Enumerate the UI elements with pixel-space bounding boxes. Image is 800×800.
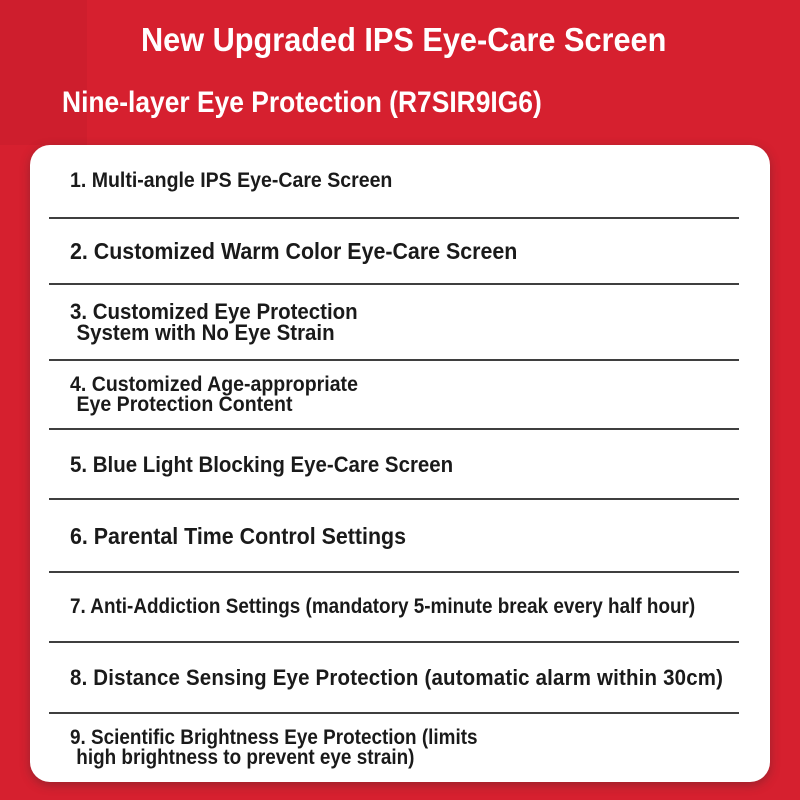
feature-text: 8. Distance Sensing Eye Protection (automatic alarm within 30cm) <box>70 665 724 690</box>
feature-text: 3. Customized Eye Protection <box>70 299 358 324</box>
page-title: New Upgraded IPS Eye-Care Screen <box>141 21 667 58</box>
feature-text: 5. Blue Light Blocking Eye-Care Screen <box>70 451 454 477</box>
feature-item-2 <box>30 219 770 283</box>
feature-item-4 <box>30 361 770 428</box>
feature-text: 2. Customized Warm Color Eye-Care Screen <box>70 238 518 264</box>
feature-text: 1. Multi-angle IPS Eye-Care Screen <box>70 169 393 192</box>
feature-text: 4. Customized Age-appropriate <box>70 372 358 396</box>
background-shade <box>0 0 87 145</box>
page-subtitle: Nine-layer Eye Protection (R7SIR9IG6) <box>62 86 542 119</box>
feature-item-9 <box>30 714 770 782</box>
feature-item-6 <box>30 500 770 571</box>
feature-text-continued: Eye Protection Content <box>76 392 293 416</box>
feature-card <box>30 145 770 782</box>
feature-text-continued: high brightness to prevent eye strain) <box>76 746 415 769</box>
feature-item-8 <box>30 643 770 712</box>
feature-text: 9. Scientific Brightness Eye Protection (limits <box>70 726 478 749</box>
feature-text: 7. Anti-Addiction Settings (mandatory 5-minute break every half hour) <box>70 595 696 618</box>
feature-item-5 <box>30 430 770 498</box>
feature-text-continued: System with No Eye Strain <box>76 320 335 345</box>
feature-item-1 <box>30 145 770 217</box>
feature-item-7 <box>30 573 770 641</box>
feature-item-3 <box>30 285 770 359</box>
feature-text: 6. Parental Time Control Settings <box>70 522 406 549</box>
